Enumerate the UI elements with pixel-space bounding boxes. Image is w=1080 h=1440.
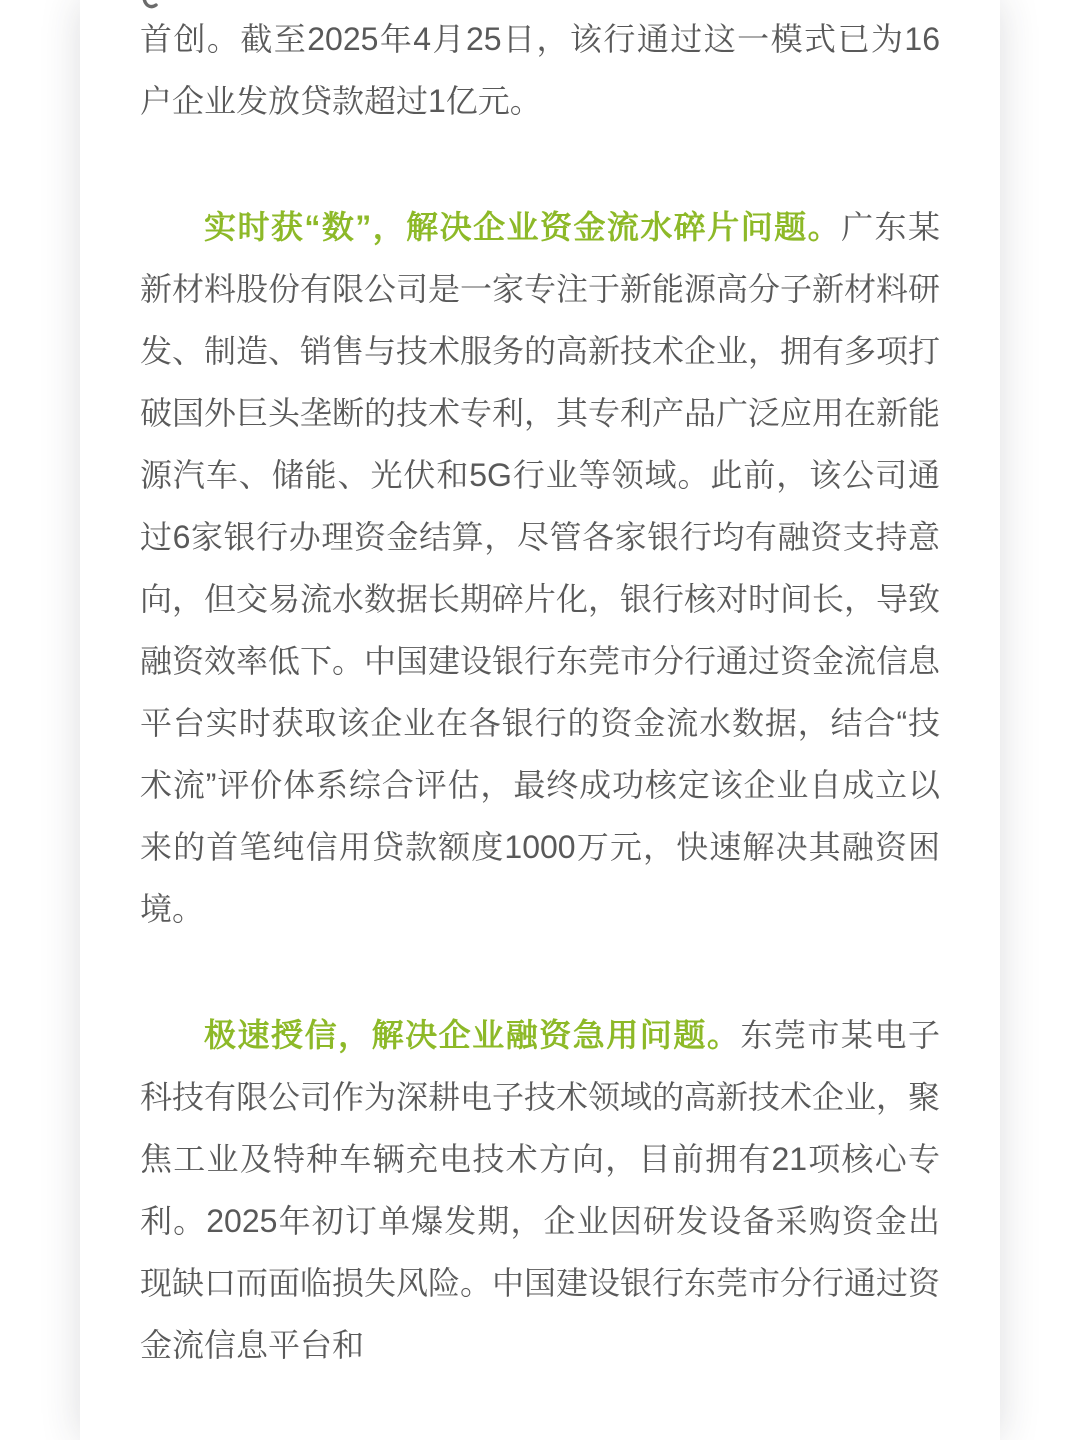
paragraph-realtime-data	[140, 196, 940, 940]
clipped-glyph-remnant	[142, 0, 158, 9]
paragraph-lead-highlight: 极速授信，解决企业融资急用问题。	[204, 1017, 741, 1053]
article-content	[80, 0, 1000, 1376]
paragraph-fast-credit	[140, 1004, 940, 1376]
article-card[interactable]	[80, 0, 1000, 1440]
paragraph-lead-highlight: 实时获“数”，解决企业资金流水碎片问题。	[204, 209, 842, 245]
paragraph-body-text: 广东某新材料股份有限公司是一家专注于新能源高分子新材料研发、制造、销售与技术服务的高新技术企业，拥有多项打破国外巨头垄断的技术专利，其专利产品广泛应用在新能源汽车、储能、光伏和5G行业等领域。此前，该公司通过6家银行办理资金结算，尽管各家银行均有融资支持意向，但交易流水数据长期碎片化，银行核对时间长，导致融资效率低下。中国建设银行东莞市分行通过资金流信息平台实时获取该企业在各银行的资金流水数据，结合“技术流”评价体系综合评估，最终成功核定该企业自成立以来的首笔纯信用贷款额度1000万元，快速解决其融资困境。	[140, 209, 941, 927]
paragraph-continuation: 首创。截至2025年4月25日，该行通过这一模式已为16户企业发放贷款超过1亿元。	[140, 21, 940, 119]
paragraph-body-text: 东莞市某电子科技有限公司作为深耕电子技术领域的高新技术企业，聚焦工业及特种车辆充电技术方向，目前拥有21项核心专利。2025年初订单爆发期，企业因研发设备采购资金出现缺口而面临损失风险。中国建设银行东莞市分行通过资金流信息平台和	[140, 1017, 941, 1363]
